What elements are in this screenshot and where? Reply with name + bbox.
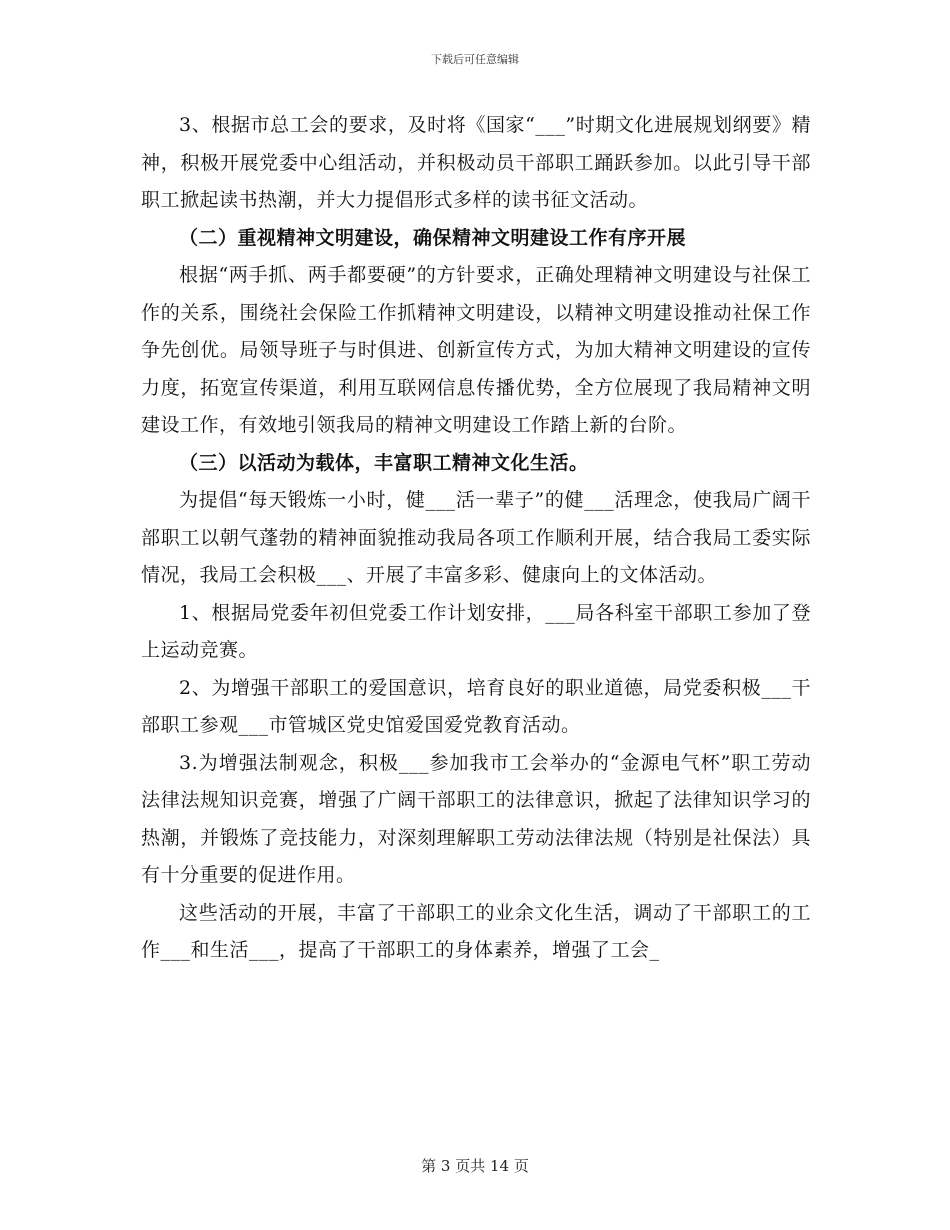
paragraph-reading-campaign: 3、根据市总工会的要求，及时将《国家“___”时期文化进展规划纲要》精神，积极开展党委中心组活动，并积极动员干部职工踊跃参加。以此引导干部职工掀起读书热潮，并大力提倡形式多样的读书征文活动。: [141, 114, 811, 211]
document-body: [141, 107, 811, 970]
page-header: 下载后可任意编辑: [431, 53, 519, 66]
paragraph-sports-competition: 1、根据局党委年初但党委工作计划安排，___局各科室干部职工参加了登上运动竞赛。: [141, 601, 811, 661]
paragraph-activity-summary: 这些活动的开展，丰富了干部职工的业余文化生活，调动了干部职工的工作___和生活___，提高了干部职工的身体素养，增强了工会_: [141, 901, 811, 961]
section-heading-cultural-activities: （三）以活动为载体，丰富职工精神文化生活。: [179, 451, 589, 474]
page-number: 第 3 页共 14 页: [421, 1157, 529, 1175]
section-heading-spiritual-civilization: （二）重视精神文明建设，确保精神文明建设工作有序开展: [179, 226, 687, 249]
paragraph-spiritual-civilization: 根据“两手抓、两手都要硬”的方针要求，正确处理精神文明建设与社保工作的关系，围绕社会保险工作抓精神文明建设，以精神文明建设推动社保工作争先创优。局领导班子与时俱进、创新宣传方式，为加大精神文明建设的宣传力度，拓宽宣传渠道，利用互联网信息传播优势，全方位展现了我局精神文明建设工作，有效地引领我局的精神文明建设工作踏上新的台阶。: [141, 264, 811, 436]
paragraph-patriotic-education: 2、为增强干部职工的爱国意识，培育良好的职业道德，局党委积极___干部职工参观___市管城区党史馆爱国爱党教育活动。: [141, 676, 811, 736]
paragraph-law-competition: 3.为增强法制观念，积极___参加我市工会举办的“金源电气杯”职工劳动法律法规知识竞赛，增强了广阔干部职工的法律意识，掀起了法律知识学习的热潮，并锻炼了竞技能力，对深刻理解职工劳动法律法规（特别是社保法）具有十分重要的促进作用。: [141, 751, 811, 886]
paragraph-fitness-activities: 为提倡“每天锻炼一小时，健___活一辈子”的健___活理念，使我局广阔干部职工以朝气蓬勃的精神面貌推动我局各项工作顺利开展，结合我局工委实际情况，我局工会积极___、开展了丰富多彩、健康向上的文体活动。: [141, 489, 811, 586]
